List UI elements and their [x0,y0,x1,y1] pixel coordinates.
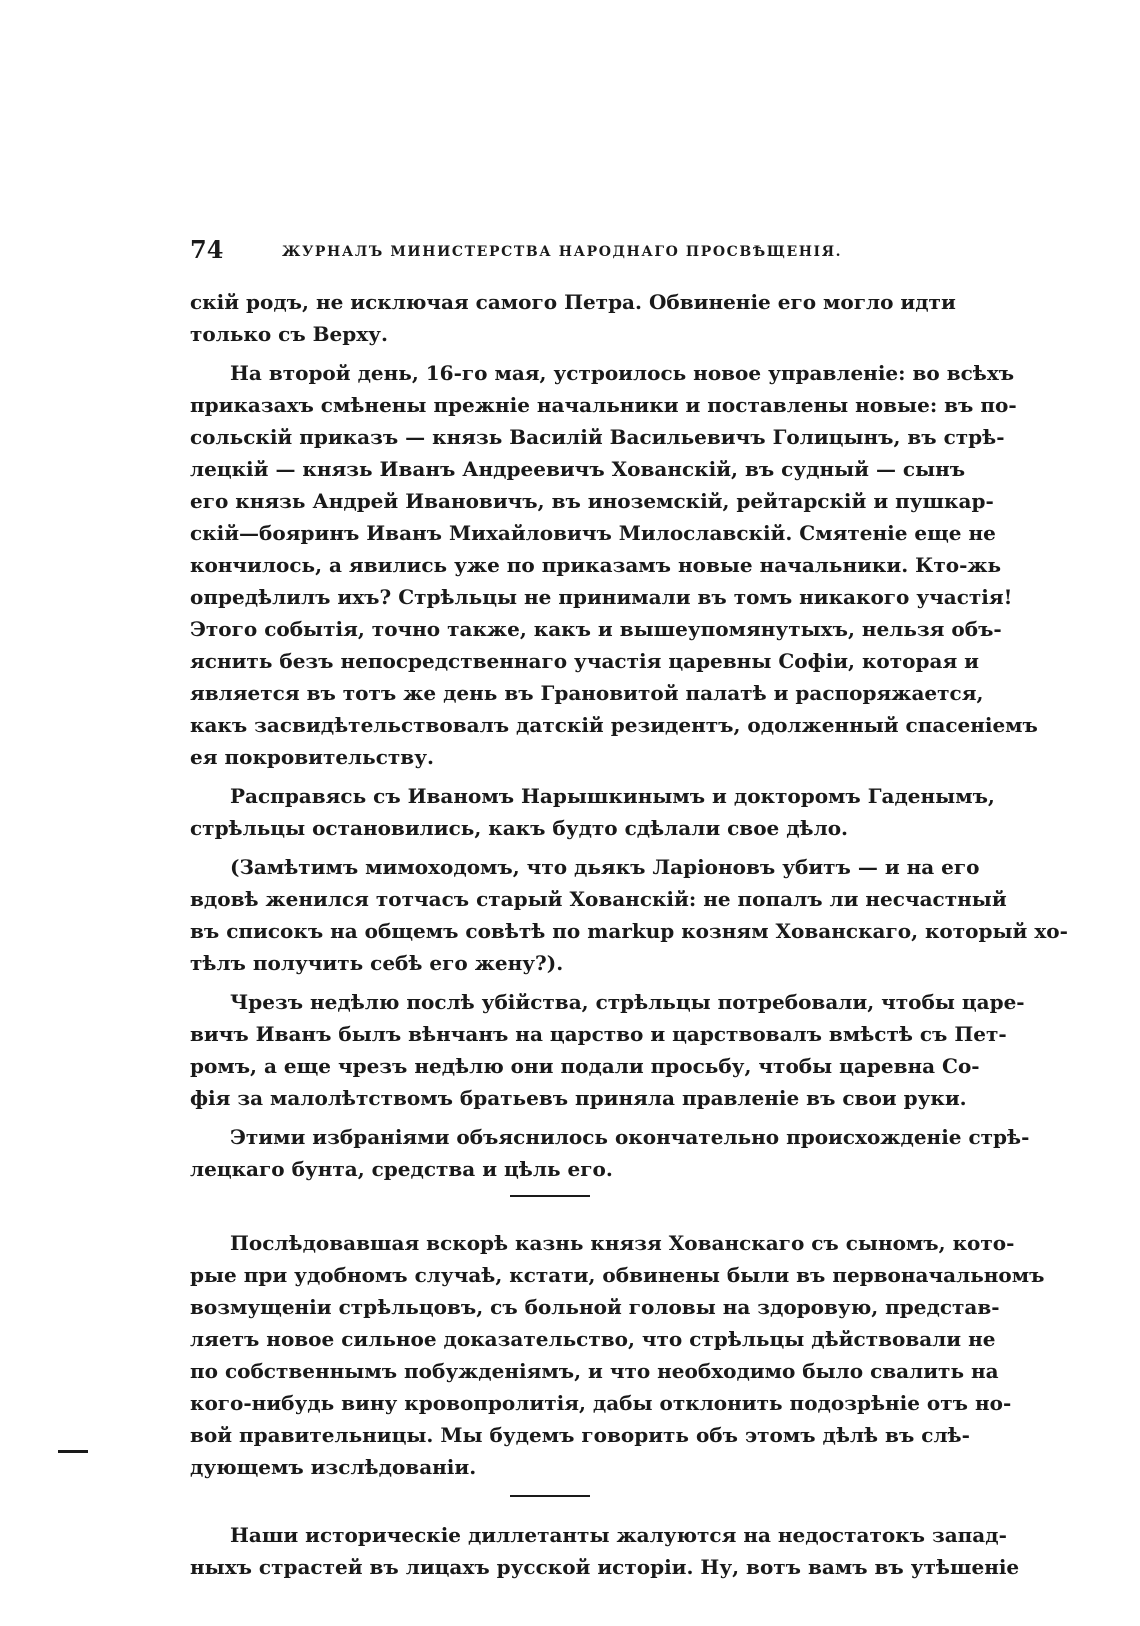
text-line: (Замѣтимъ мимоходомъ, что дьякъ Ларіоновъ убитъ — и на его [230,855,980,879]
page-header [190,236,910,268]
text-line: стрѣльцы остановились, какъ будто сдѣлали свое дѣло. [190,816,849,840]
text-line: скій родъ, не исключая самого Петра. Обвиненіе его могло идти [190,290,956,314]
text-line: его князь Андрей Ивановичъ, въ иноземскій, рейтарскій и пушкар- [190,489,994,513]
text-line: фія за малолѣтствомъ братьевъ приняла правленіе въ свои руки. [190,1086,967,1110]
text-line: кончилось, а явились уже по приказамъ новые начальники. Кто-жь [190,553,1002,577]
text-line: ромъ, а еще чрезъ недѣлю они подали просьбу, чтобы царевна Со- [190,1054,980,1078]
text-line: тѣлъ получить себѣ его жену?). [190,951,564,975]
text-line: въ списокъ на общемъ совѣтѣ по markup козням Хованскаго, который хо- [190,919,1068,943]
paragraph [190,986,1025,1114]
text-line: приказахъ смѣнены прежніе начальники и поставлены новые: въ по- [190,393,1017,417]
text-line: Этого событія, точно также, какъ и вышеупомянутыхъ, нельзя объ- [190,617,1002,641]
running-title: ЖУРНАЛЪ МИНИСТЕРСТВА НАРОДНАГО ПРОСВѢЩЕНІЯ. [282,244,843,260]
text-line: Наши историческіе диллетанты жалуются на недостатокъ запад- [230,1523,1007,1547]
text-line: Чрезъ недѣлю послѣ убійства, стрѣльцы потребовали, чтобы царе- [230,990,1025,1014]
text-line: Расправясь съ Иваномъ Нарышкинымъ и докторомъ Гаденымъ, [230,784,995,808]
text-line: вичъ Иванъ былъ вѣнчанъ на царство и царствовалъ вмѣстѣ съ Пет- [190,1022,1007,1046]
paragraph [190,1121,1030,1185]
text-line: по собственнымъ побужденіямъ, и что необходимо было свалить на [190,1359,999,1383]
text-line: вдовѣ женился тотчасъ старый Хованскій: не попалъ ли несчастный [190,887,1007,911]
text-line: Этими избраніями объяснилось окончательно происхожденіе стрѣ- [230,1125,1030,1149]
book-page [190,235,1068,1590]
text-line: опредѣлилъ ихъ? Стрѣльцы не принимали въ томъ никакого участія! [190,585,1013,609]
section-divider [510,1495,590,1497]
paragraph [190,851,1068,979]
text-line: рые при удобномъ случаѣ, кстати, обвинены были въ первоначальномъ [190,1263,1045,1287]
text-line: кого-нибудь вину кровопролитія, дабы отклонить подозрѣніе отъ но- [190,1391,1012,1415]
scan-edge-mark [58,1450,88,1453]
text-line: дующемъ изслѣдованіи. [190,1455,477,1479]
page-number: 74 [190,235,224,264]
text-line: ляетъ новое сильное доказательство, что стрѣльцы дѣйствовали не [190,1327,996,1351]
text-line: лецкій — князь Иванъ Андреевичъ Хованскій, въ судный — сынъ [190,457,966,481]
paragraph [190,1227,1045,1483]
text-line: сольскій приказъ — князь Василій Васильевичъ Голицынъ, въ стрѣ- [190,425,1005,449]
text-line: какъ засвидѣтельствовалъ датскій резидентъ, одолженный спасеніемъ [190,713,1038,737]
text-line: ныхъ страстей въ лицахъ русской исторіи. Ну, вотъ вамъ въ утѣшеніе [190,1555,1020,1579]
paragraph [190,780,995,844]
paragraph [190,357,1038,773]
paragraph [190,286,956,350]
text-line: вой правительницы. Мы будемъ говорить объ этомъ дѣлѣ въ слѣ- [190,1423,970,1447]
text-line: лецкаго бунта, средства и цѣль его. [190,1157,613,1181]
text-line: является въ тотъ же день въ Грановитой палатѣ и распоряжается, [190,681,984,705]
text-line: Послѣдовавшая вскорѣ казнь князя Хованскаго съ сыномъ, кото- [230,1231,1015,1255]
paragraph [190,1519,1020,1583]
text-line: яснить безъ непосредственнаго участія царевны Софіи, которая и [190,649,980,673]
text-line: возмущеніи стрѣльцовъ, съ больной головы на здоровую, представ- [190,1295,1000,1319]
text-line: ея покровительству. [190,745,434,769]
text-line: скій—бояринъ Иванъ Михайловичъ Милославскій. Смятеніе еще не [190,521,996,545]
text-line: На второй день, 16-го мая, устроилось новое управленіе: во всѣхъ [230,361,1015,385]
text-line: только съ Верху. [190,322,388,346]
section-divider [510,1195,590,1197]
